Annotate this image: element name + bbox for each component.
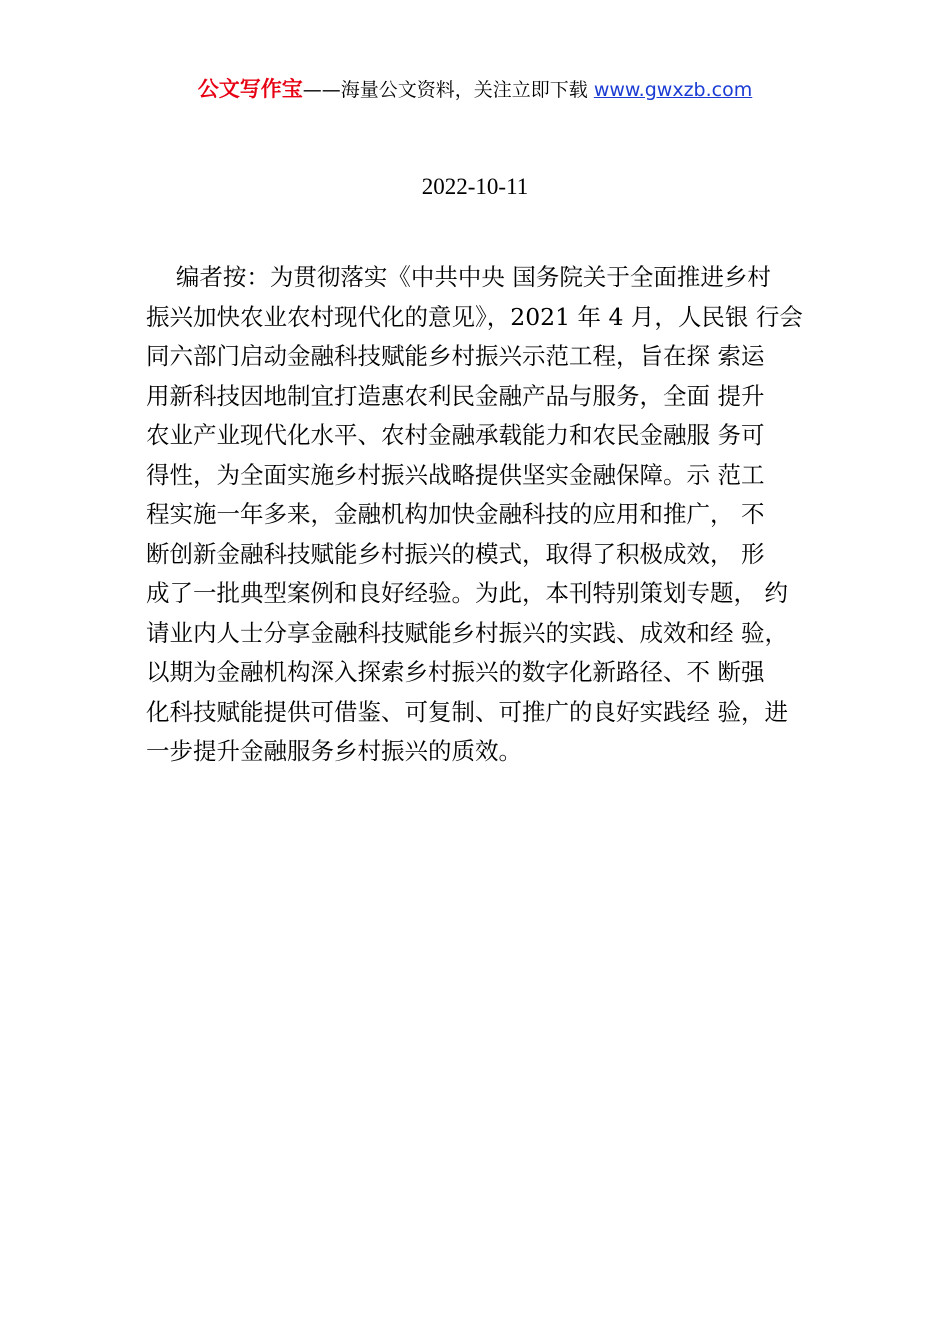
body-line-9: 成了一批典型案例和良好经验。为此，本刊特别策划专题， 约 xyxy=(146,579,788,607)
body-line-3: 同六部门启动金融科技赋能乡村振兴示范工程，旨在探 索运 xyxy=(146,342,765,370)
header-banner xyxy=(0,74,950,105)
header-tagline: ——海量公文资料，关注立即下载 xyxy=(302,79,594,101)
body-line-8: 断创新金融科技赋能乡村振兴的模式，取得了积极成效， 形 xyxy=(146,539,765,568)
editor-note xyxy=(146,258,836,772)
body-line-12: 化科技赋能提供可借鉴、可复制、可推广的良好实践经 验，进 xyxy=(146,697,788,726)
body-line-13: 一步提升金融服务乡村振兴的质效。 xyxy=(146,737,522,765)
body-line-4: 用新科技因地制宜打造惠农利民金融产品与服务，全面 提升 xyxy=(146,381,765,410)
body-line-2: 振兴加快农业农村现代化的意见》，2021 年 4 月，人民银 行会 xyxy=(146,302,803,331)
document-date: 2022-10-11 xyxy=(421,174,529,199)
website-link[interactable]: www.gwxzb.com xyxy=(593,79,753,101)
body-line-7: 程实施一年多来，金融机构加快金融科技的应用和推广， 不 xyxy=(146,500,765,528)
body-line-11: 以期为金融机构深入探索乡村振兴的数字化新路径、不 断强 xyxy=(146,658,765,686)
body-line-1: 编者按：为贯彻落实《中共中央 国务院关于全面推进乡村 xyxy=(146,263,771,291)
body-line-6: 得性，为全面实施乡村振兴战略提供坚实金融保障。示 范工 xyxy=(146,460,765,489)
brand-name: 公文写作宝 xyxy=(197,77,303,101)
body-line-10: 请业内人士分享金融科技赋能乡村振兴的实践、成效和经 验， xyxy=(146,618,788,647)
body-line-5: 农业产业现代化水平、农村金融承载能力和农民金融服 务可 xyxy=(146,421,765,449)
